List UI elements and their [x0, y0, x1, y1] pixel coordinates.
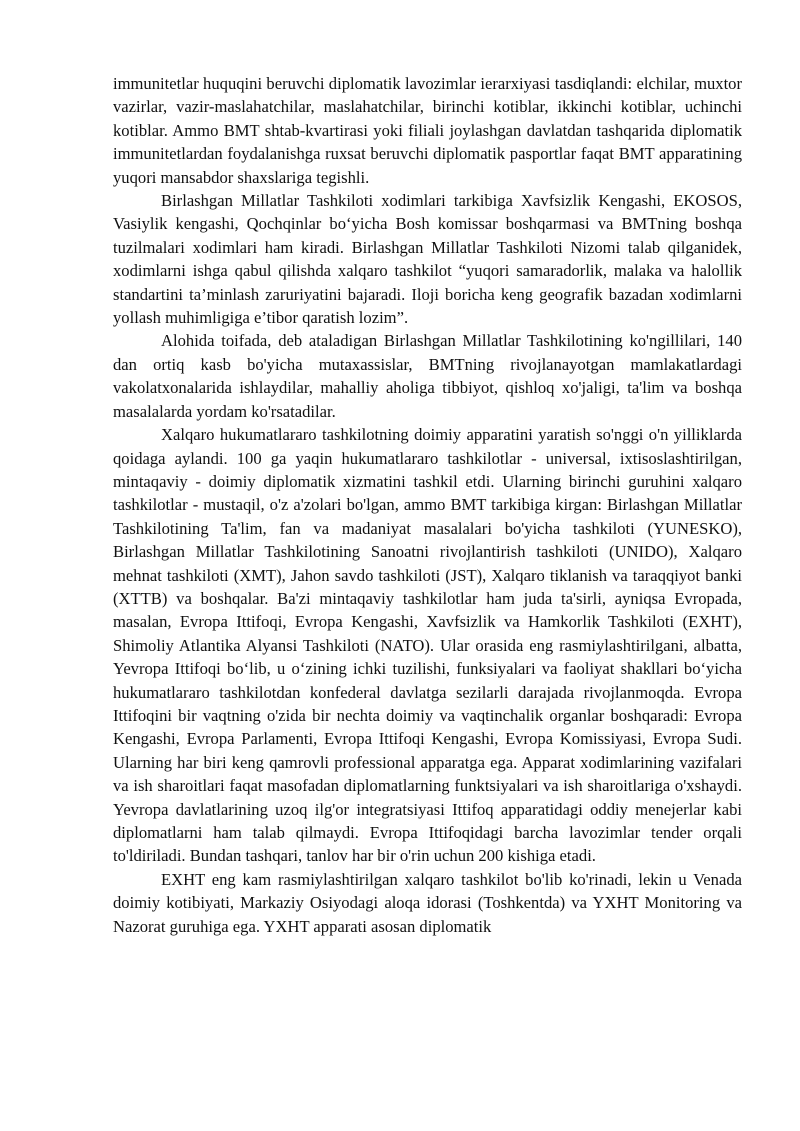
document-page — [113, 72, 742, 938]
paragraph: Xalqaro hukumatlararo tashkilotning doimiy apparatini yaratish so'nggi o'n yilliklarda qoidaga aylandi. 100 ga yaqin hukumatlararo tashkilotlar - universal, ixtisoslashtirilgan, mintaqaviy - doimiy diplomatik xizmatini tashkil etdi. Ularning birinchi guruhini xalqaro tashkilotlar - mustaqil, o'z a'zolari bo'lgan, ammo BMT tarkibiga kirgan: Birlashgan Millatlar Tashkilotining Ta'lim, fan va madaniyat masalalari bo'yicha tashkiloti (YUNESKO), Birlashgan Millatlar Tashkilotining Sanoatni rivojlantirish tashkiloti (UNIDO), Xalqaro mehnat tashkiloti (XMT), Jahon savdo tashkiloti (JST), Xalqaro tiklanish va taraqqiyot banki (XTTB) va boshqalar. Ba'zi mintaqaviy tashkilotlar ham juda ta'sirli, ayniqsa Evropada, masalan, Evropa Ittifoqi, Evropa Kengashi, Xavfsizlik va Hamkorlik Tashkiloti (EXHT), Shimoliy Atlantika Alyansi Tashkiloti (NATO). Ular orasida eng rasmiylashtirilgani, albatta, Yevropa Ittifoqi bo‘lib, u o‘zining ichki tuzilishi, funksiyalari va faoliyat shakllari bo‘yicha hukumatlararo tashkilotdan konfederal davlatga sezilarli darajada rivojlanmoqda. Evropa Ittifoqini bir vaqtning o'zida bir nechta doimiy va vaqtinchalik organlar boshqaradi: Evropa Kengashi, Evropa Parlamenti, Evropa Ittifoqi Kengashi, Evropa Komissiyasi, Evropa Sudi. Ularning har biri keng qamrovli professional apparatga ega. Apparat xodimlarining vazifalari va ish sharoitlari faqat masofadan diplomatlarning funktsiyalari va ish sharoitlariga o'xshaydi. Yevropa davlatlarining uzoq ilg'or integratsiyasi Ittifoq apparatidagi oddiy menejerlar kabi diplomatlarni ham talab qilmaydi. Evropa Ittifoqidagi barcha lavozimlar tender orqali to'ldiriladi. Bundan tashqari, tanlov har bir o'rin uchun 200 kishiga etadi. — [113, 425, 742, 866]
paragraph: Alohida toifada, deb ataladigan Birlashgan Millatlar Tashkilotining ko'ngillilari, 140 dan ortiq kasb bo'yicha mutaxassislar, BMTning rivojlanayotgan mamlakatlardagi vakolatxonalarida ishlaydilar, mahalliy aholiga tibbiyot, qishloq xo'jaligi, ta'lim va boshqa masalalarda yordam ko'rsatadilar. — [113, 331, 742, 421]
paragraph: immunitetlar huquqini beruvchi diplomatik lavozimlar ierarxiyasi tasdiqlandi: elchilar, muxtor vazirlar, vazir-maslahatchilar, maslahatchilar, birinchi kotiblar, ikkinchi kotiblar, uchinchi kotiblar. Ammo BMT shtab-kvartirasi yoki filiali joylashgan davlatdan tashqarida diplomatik immunitetlardan foydalanishga ruxsat beruvchi diplomatik pasportlar faqat BMT apparatining yuqori mansabdor shaxslariga tegishli. — [113, 74, 742, 187]
paragraph: EXHT eng kam rasmiylashtirilgan xalqaro tashkilot bo'lib ko'rinadi, lekin u Venada doimiy kotibiyati, Markaziy Osiyodagi aloqa idorasi (Toshkentda) va YXHT Monitoring va Nazorat guruhiga ega. YXHT apparati asosan diplomatik — [113, 869, 742, 936]
paragraph: Birlashgan Millatlar Tashkiloti xodimlari tarkibiga Xavfsizlik Kengashi, EKOSOS, Vasiylik kengashi, Qochqinlar bo‘yicha Bosh komissar boshqarmasi va BMTning boshqa tuzilmalari xodimlari ham kiradi. Birlashgan Millatlar Tashkiloti Nizomi talab qilganidek, xodimlarni ishga qabul qilishda xalqaro tashkilot “yuqori samaradorlik, malaka va halollik standartini ta’minlash zaruriyatini bajaradi. Iloji boricha keng geografik bazadan xodimlarni yollash muhimligiga e’tibor qaratish lozim”. — [113, 191, 742, 328]
